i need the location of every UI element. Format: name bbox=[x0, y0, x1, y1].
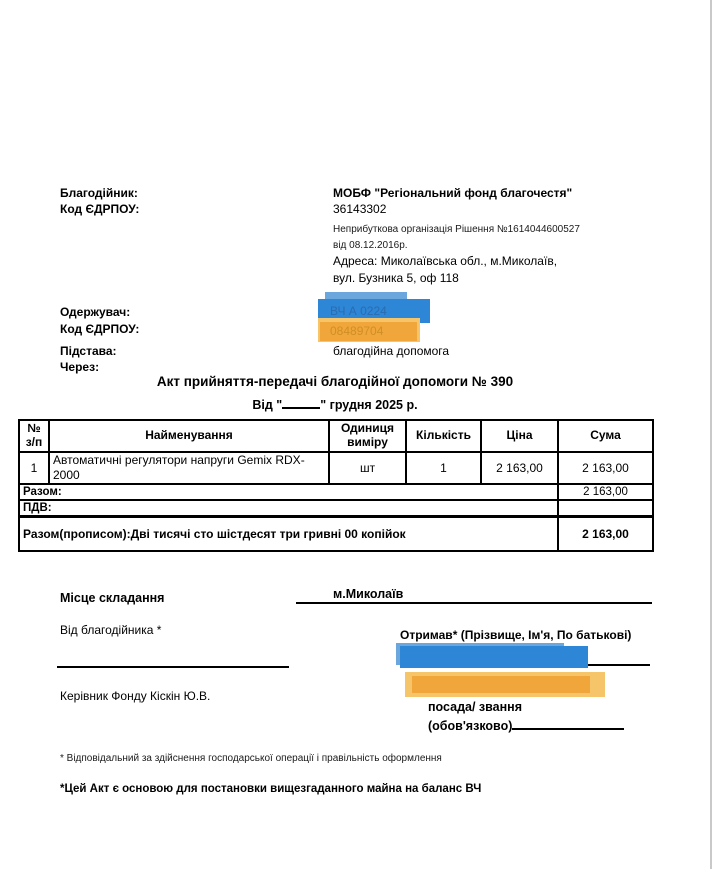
from-donor-label: Від благодійника * bbox=[60, 623, 162, 637]
table-row bbox=[19, 452, 653, 484]
item-num: 1 bbox=[19, 452, 49, 484]
place-underline bbox=[296, 584, 652, 604]
receiver-name-hidden-text: ВЧ А 0224 bbox=[330, 304, 387, 318]
item-sum: 2 163,00 bbox=[558, 452, 653, 484]
receiver-label: Одержувач: bbox=[60, 305, 131, 319]
receiver-code-hidden-text: 08489704 bbox=[330, 324, 384, 338]
footnote-responsible: * Відповідальний за здійснення господарської операції і правільність оформлення bbox=[60, 753, 442, 764]
signature-highlight-blue bbox=[400, 646, 588, 668]
date-blank-line bbox=[282, 398, 320, 409]
total-words-label: Разом(прописом):Дві тисячі сто шістдесят три гривні 00 копійок bbox=[19, 517, 558, 551]
date-suffix: " грудня 2025 р. bbox=[320, 398, 418, 412]
page-right-edge bbox=[710, 0, 712, 869]
donor-signature-line bbox=[57, 648, 289, 668]
col-header-qty: Кількість bbox=[406, 420, 481, 452]
total-row bbox=[19, 484, 653, 500]
via-label: Через: bbox=[60, 360, 100, 374]
place-label: Місце складання bbox=[60, 591, 165, 605]
total-words-row bbox=[19, 517, 653, 551]
col-header-price: Ціна bbox=[481, 420, 558, 452]
donor-code-label: Код ЄДРПОУ: bbox=[60, 202, 140, 216]
vat-row bbox=[19, 500, 653, 517]
mandatory-label: (обов'язково) bbox=[428, 719, 513, 733]
received-label: Отримав* (Прізвище, Ім'я, По батькові) bbox=[400, 628, 632, 642]
document-date-line bbox=[0, 398, 670, 412]
document-title: Акт прийняття-передачі благодійної допомоги № 390 bbox=[156, 374, 514, 389]
footnote-balance: *Цей Акт є основою для постановки вищезгаданного майна на баланс ВЧ bbox=[60, 783, 482, 795]
date-prefix: Від " bbox=[252, 398, 283, 412]
total-value: 2 163,00 bbox=[558, 484, 653, 500]
goods-table bbox=[18, 419, 654, 552]
mandatory-blank-line bbox=[512, 718, 624, 730]
vat-label: ПДВ: bbox=[19, 500, 558, 517]
donor-label: Благодійник: bbox=[60, 186, 138, 200]
basis-label: Підстава: bbox=[60, 344, 117, 358]
receiver-code-highlight bbox=[320, 322, 417, 341]
mandatory-label-line bbox=[428, 718, 624, 733]
total-words-value: 2 163,00 bbox=[558, 517, 653, 551]
donor-code: 36143302 bbox=[333, 202, 387, 216]
item-price: 2 163,00 bbox=[481, 452, 558, 484]
donor-address-line2: вул. Бузника 5, оф 118 bbox=[333, 271, 459, 285]
position-label: посада/ звання bbox=[428, 700, 522, 714]
col-header-name: Найменування bbox=[49, 420, 329, 452]
donor-name: МОБФ "Регіональний фонд благочестя" bbox=[333, 186, 573, 200]
donor-note-line2: від 08.12.2016р. bbox=[333, 240, 408, 251]
col-header-sum: Сума bbox=[558, 420, 653, 452]
vat-value bbox=[558, 500, 653, 517]
receiver-code-label: Код ЄДРПОУ: bbox=[60, 322, 140, 336]
item-qty: 1 bbox=[406, 452, 481, 484]
table-header-row bbox=[19, 420, 653, 452]
donor-address-line1: Адреса: Миколаївська обл., м.Миколаїв, bbox=[333, 254, 558, 268]
col-header-unit: Одиниця виміру bbox=[329, 420, 406, 452]
place-value: м.Миколаїв bbox=[333, 587, 404, 601]
col-header-num: № з/п bbox=[19, 420, 49, 452]
item-unit: шт bbox=[329, 452, 406, 484]
head-signature: Керівник Фонду Кіскін Ю.В. bbox=[60, 689, 211, 703]
item-name: Автоматичні регулятори напруги Gemix RDX-2000 bbox=[49, 452, 329, 484]
signature-highlight-orange bbox=[412, 676, 590, 693]
basis-value: благодійна допомога bbox=[333, 344, 450, 358]
total-label: Разом: bbox=[19, 484, 558, 500]
donor-note-line1: Неприбуткова організація Рішення №1614044600527 bbox=[333, 224, 580, 235]
